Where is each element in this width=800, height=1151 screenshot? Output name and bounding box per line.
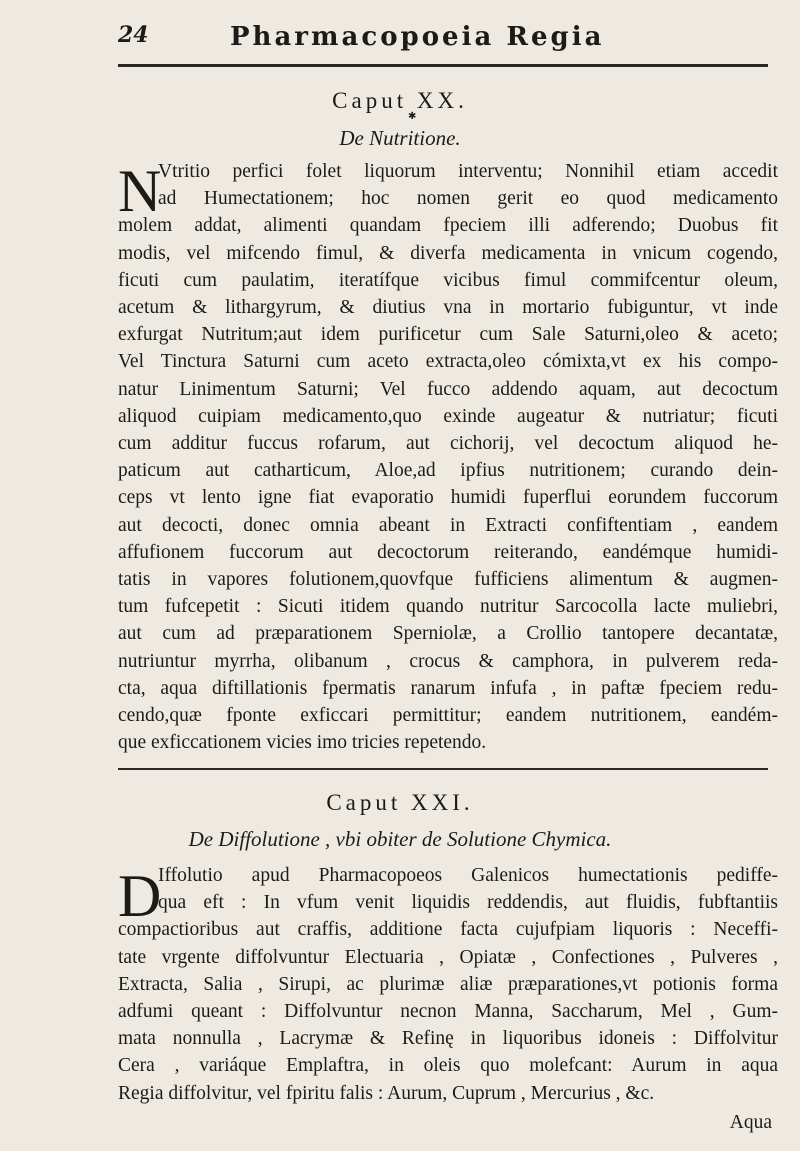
header-rule [118,64,768,67]
text-line: modis, vel mifcendo fimul, & diverfa medicamenta in vnicum cogendo, [118,242,778,264]
text-line: Vel Tinctura Saturni cum aceto extracta,oleo cómixta,vt ex his compo- [118,351,778,373]
text-line: adfumi queant : Diffolvuntur necnon Manna, Saccharum, Mel , Gum- [118,1001,778,1023]
text-line: Extracta, Salia , Sirupi, ac plurimæ aliæ præparationes,vt potionis forma [118,973,778,995]
text-line: cum additur fuccus rofarum, aut cichorij, vel decoctum aliquod he- [118,433,778,455]
text-line: ficuti cum paulatim, iteratífque vicibus fimul commifcentur oleum, [118,269,778,291]
text-line: ceps vt lento igne fiat evaporatio humidi fuperflui eorundem fuccorum [118,487,778,509]
text-line: aut cum ad præparationem Sperniolæ, a Crollio tantopere decantatæ, [118,623,778,645]
text-line: mata nonnulla , Lacrymæ & Refinę in liquoribus idoneis : Diffolvitur [118,1028,778,1050]
text-line: que exficcationem vicies imo tricies repetendo. [118,732,487,754]
chapter-20-subtitle: De Nutritione. [339,126,461,150]
chapter-21-drop-cap: D [118,863,162,929]
running-title: Pharmacopoeia Regia [230,22,605,52]
page-number: 24 [118,22,149,48]
text-line: acetum & lithargyrum, & diutius vna in mortario fubiguntur, vt inde [118,297,778,319]
text-line: aliquod cuipiam medicamento,quo exinde augeatur & nutriatur; ficuti [118,405,778,427]
text-line: Cera , variáque Emplaftra, in oleis quo molefcant: Aurum in aqua [118,1055,778,1077]
text-line: paticum aut catharticum, Aloe,ad ipfius nutritionem; curando dein- [118,460,778,482]
text-line: compactioribus aut craffis, additione facta cujufpiam liquoris : Neceffi- [118,919,778,941]
text-line: cta, aqua diftillationis fpermatis ranarum infufa , in paftæ fpeciem redu- [118,677,778,699]
text-line: tate vrgente diffolvuntur Electuaria , Opiatæ , Confectiones , Pulveres , [118,946,778,968]
text-line: tum fufcepetit : Sicuti itidem quando nutritur Sarcocolla lacte muliebri, [118,596,778,618]
chapter-20-text [118,158,778,756]
text-line: ad Humectationem; hoc nomen gerit eo quod medicamento [158,188,778,210]
text-line: Vtritio perfici folet liquorum interventu; Nonnihil etiam accedit [158,161,778,182]
catchword: Aqua [729,1112,772,1133]
text-line: tatis in vapores folutionem,quovfque fufficiens alimentum & augmen- [118,569,778,591]
text-line: qua eft : In vfum venit liquidis reddendis, aut fluidis, fubftantiis [158,892,778,914]
text-line: Iffolutio apud Pharmacopoeos Galenicos humectationis pediffe- [158,865,778,886]
asterisk-ornament: ✱ [408,111,417,122]
text-line: nutriuntur myrrha, olibanum , crocus & camphora, in pulverem reda- [118,650,778,672]
text-line: aut decocti, donec omnia abeant in Extracti confiftentiam , eandem [118,514,778,536]
section-divider-rule [118,768,768,770]
chapter-21-text [118,862,778,1107]
text-line: Regia diffolvitur, vel fpiritu falis : Aurum, Cuprum , Mercurius , &c. [118,1082,655,1104]
text-line: exfurgat Nutritum;aut idem purificetur cum Sale Saturni,oleo & aceto; [118,324,778,346]
chapter-21-subtitle: De Diffolutione , vbi obiter de Solutione Chymica. [188,827,612,851]
text-line: cendo,quæ fponte exficcari permittitur; eandem nutritionem, eandém- [118,705,778,727]
chapter-20-heading: Caput XX. [332,88,468,113]
text-line: affufionem fuccorum aut decoctorum reiterando, eandémque humidi- [118,541,778,563]
running-header [118,22,758,62]
chapter-20-drop-cap: N [118,158,162,224]
text-line: molem addat, alimenti quandam fpeciem illi adferendo; Duobus fit [118,215,778,237]
chapter-21-heading: Caput XXI. [326,790,474,815]
text-line: natur Linimentum Saturni; Vel fucco addendo aquam, aut decoctum [118,378,778,400]
